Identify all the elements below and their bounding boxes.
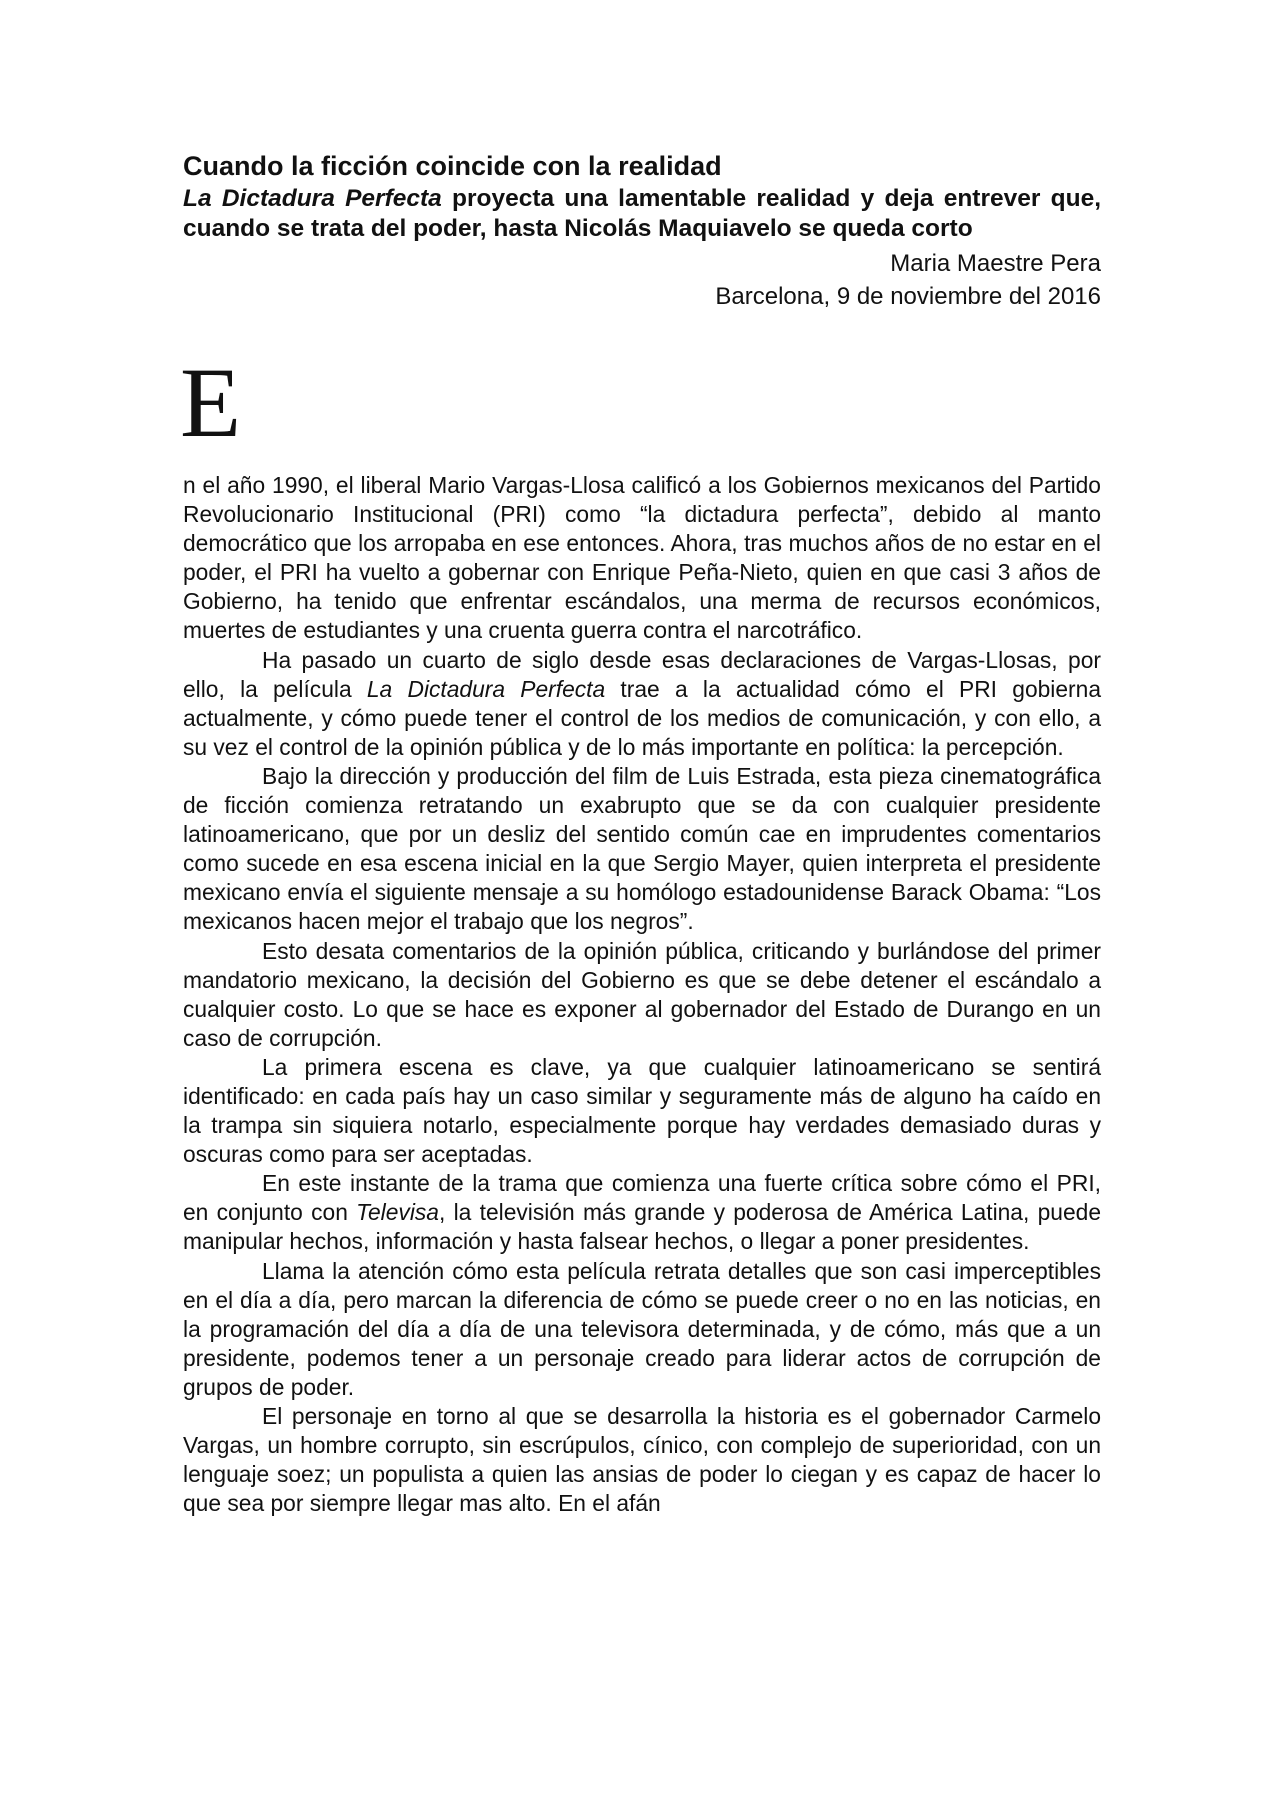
paragraph-1: n el año 1990, el liberal Mario Vargas-Llosa calificó a los Gobiernos mexicanos del Partido Revolucionario Institucional (PRI) como “la dictadura perfecta”, debido al manto democrático que los arropaba en ese entonces. Ahora, tras muchos años de no estar en el poder, el PRI ha vuelto a gobernar con Enrique Peña-Nieto, quien en que casi 3 años de Gobierno, ha tenido que enfrentar escándalos, una merma de recursos económicos, muertes de estudiantes y una cruenta guerra contra el narcotráfico.	[183, 472, 1101, 644]
paragraph-6-brand: Televisa	[356, 1199, 439, 1226]
paragraph-6-text-b: , la televisión más grande y poderosa de América Latina, puede manipular hechos, información y hasta falsear hechos, o llegar a poner presidentes.	[183, 1199, 1101, 1255]
drop-cap: E	[180, 347, 242, 458]
paragraph-3: Bajo la dirección y producción del film de Luis Estrada, esta pieza cinematográfica de ficción comienza retratando un exabrupto que se da con cualquier presidente latinoamericano, que por un desliz del sentido común cae en imprudentes comentarios como sucede en esa escena inicial en la que Sergio Mayer, quien interpreta el presidente mexicano envía el siguiente mensaje a su homólogo estadounidense Barack Obama: “Los mexicanos hacen mejor el trabajo que los negros”.	[183, 762, 1101, 935]
article-title: Cuando la ficción coincide con la realidad	[183, 151, 722, 181]
paragraph-4: Esto desata comentarios de la opinión pública, criticando y burlándose del primer mandatorio mexicano, la decisión del Gobierno es que se debe detener el escándalo a cualquier costo. Lo que se hace es exponer al gobernador del Estado de Durango en un caso de corrupción.	[183, 937, 1101, 1051]
paragraph-2	[183, 646, 1101, 762]
paragraph-6	[183, 1169, 1101, 1256]
author-name: Maria Maestre Pera	[890, 250, 1101, 277]
subtitle-film-title: La Dictadura Perfecta	[183, 185, 442, 212]
article-subtitle	[183, 184, 1101, 244]
paragraph-5: La primera escena es clave, ya que cualquier latinoamericano se sentirá identificado: en cada país hay un caso similar y seguramente más de alguno ha caído en la trampa sin siquiera notarlo, especialmente porque hay verdades demasiado duras y oscuras como para ser aceptadas.	[183, 1053, 1101, 1168]
paragraph-6-text-a: En este instante de la trama que comienza una fuerte crítica sobre cómo el PRI, en conjunto con	[183, 1170, 1101, 1226]
dateline: Barcelona, 9 de noviembre del 2016	[715, 283, 1101, 310]
subtitle-text: proyecta una lamentable realidad y deja entrever que, cuando se trata del poder, hasta Nicolás Maquiavelo se queda corto	[183, 185, 1101, 242]
byline	[183, 247, 1101, 313]
paragraph-2-text-b: trae a la actualidad cómo el PRI gobierna actualmente, y cómo puede tener el control de los medios de comunicación, y con ello, a su vez el control de la opinión pública y de lo más importante en política: la percepción.	[183, 675, 1101, 760]
paragraph-8: El personaje en torno al que se desarrolla la historia es el gobernador Carmelo Vargas, un hombre corrupto, sin escrúpulos, cínico, con complejo de superioridad, con un lenguaje soez; un populista a quien las ansias de poder lo ciegan y es capaz de hacer lo que sea por siempre llegar mas alto. En el afán	[183, 1403, 1101, 1517]
article-body	[183, 471, 1101, 1518]
document-page	[180, 150, 1101, 1518]
paragraph-2-text-a: Ha pasado un cuarto de siglo desde esas declaraciones de Vargas-Llosas, por ello, la película	[183, 646, 1101, 702]
paragraph-7: Llama la atención cómo esta película retrata detalles que son casi imperceptibles en el día a día, pero marcan la diferencia de cómo se puede creer o no en las noticias, en la programación del día a día de una televisora determinada, y de cómo, más que a un presidente, podemos tener a un personaje creado para liderar actos de corrupción de grupos de poder.	[183, 1257, 1101, 1400]
paragraph-2-film-title: La Dictadura Perfecta	[366, 675, 606, 702]
